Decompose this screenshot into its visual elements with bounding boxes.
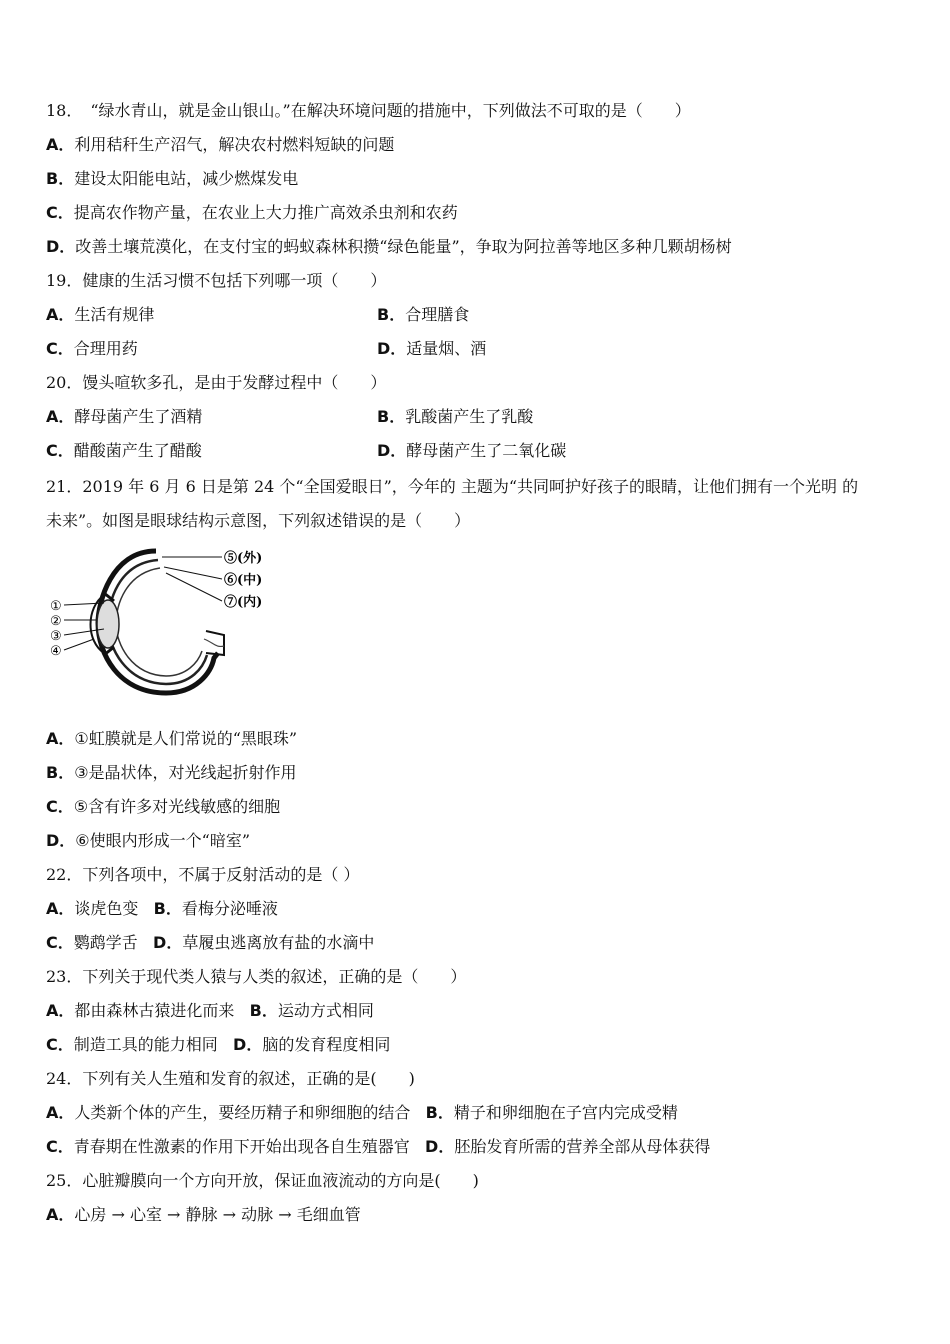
option-text: 乳酸菌产生了乳酸: [405, 407, 534, 426]
option-text: 胚胎发育所需的营养全部从母体获得: [454, 1137, 711, 1156]
q23-stem: 23．下列关于现代类人猿与人类的叙述，正确的是（ ）: [46, 967, 467, 986]
option-text: 改善土壤荒漠化，在支付宝的蚂蚁森林积攒“绿色能量”，争取为阿拉善等地区多种几颗胡杨树: [75, 237, 732, 256]
q23-options-ab: [46, 1000, 374, 1022]
option-letter: A．: [46, 407, 75, 426]
label-7-inner: ⑦(内): [224, 595, 263, 610]
q21-stem-line2: 未来”。如图是眼球结构示意图，下列叙述错误的是（ ）: [46, 511, 471, 530]
option-text: 醋酸菌产生了醋酸: [73, 441, 202, 460]
label-1: ①: [50, 599, 62, 614]
option-text: 生活有规律: [74, 305, 155, 324]
option-text: 适量烟、酒: [406, 339, 487, 358]
option-letter: C．: [46, 339, 74, 358]
q22-options-cd: [46, 932, 374, 954]
eyeball-diagram: [46, 543, 276, 703]
option-letter: D．: [233, 1035, 263, 1054]
option-letter: A．: [46, 1103, 75, 1122]
q18-option-c: [46, 202, 458, 224]
option-letter: C．: [46, 441, 74, 460]
option-letter: A．: [46, 135, 75, 154]
option-letter: A．: [46, 899, 75, 918]
label-2: ②: [50, 614, 62, 629]
q21-stem-line1: 21．2019 年 6 月 6 日是第 24 个“全国爱眼日”，今年的 主题为“共同呵护好孩子的眼睛，让他们拥有一个光明 的: [46, 477, 859, 496]
q19-stem: 19．健康的生活习惯不包括下列哪一项（ ）: [46, 271, 387, 290]
option-text: ①虹膜就是人们常说的“黑眼珠”: [74, 729, 298, 748]
label-3: ③: [50, 629, 62, 644]
option-text: 脑的发育程度相同: [262, 1035, 391, 1054]
option-letter: D．: [425, 1137, 455, 1156]
option-text: 草履虫逃离放有盐的水滴中: [182, 933, 375, 952]
q24-stem: 24．下列有关人生殖和发育的叙述，正确的是( ): [46, 1069, 415, 1088]
option-text: ⑤含有许多对光线敏感的细胞: [73, 797, 281, 816]
option-text: ⑥使眼内形成一个“暗室”: [75, 831, 251, 850]
q21-option-d: [46, 830, 250, 852]
q19-option-d: [377, 338, 486, 360]
q20-option-d: [377, 440, 566, 462]
option-letter: A．: [46, 1001, 75, 1020]
option-letter: B．: [249, 1001, 278, 1020]
option-letter: C．: [46, 203, 74, 222]
option-letter: A．: [46, 1205, 75, 1224]
option-letter: B．: [377, 305, 406, 324]
q22-options-ab: [46, 898, 278, 920]
option-letter: D．: [153, 933, 183, 952]
option-letter: A．: [46, 305, 75, 324]
option-text: 谈虎色变: [74, 899, 139, 918]
option-text: 合理膳食: [405, 305, 470, 324]
label-5-outer: ⑤(外): [224, 551, 263, 566]
option-letter: D．: [377, 339, 407, 358]
option-letter: C．: [46, 1035, 74, 1054]
option-letter: B．: [377, 407, 406, 426]
option-text: 提高农作物产量，在农业上大力推广高效杀虫剂和农药: [73, 203, 458, 222]
option-letter: D．: [46, 237, 76, 256]
q23-options-cd: [46, 1034, 390, 1056]
q20-option-a: [46, 406, 202, 428]
q22-stem: 22．下列各项中，不属于反射活动的是（ ）: [46, 865, 360, 884]
q18-option-d: [46, 236, 732, 258]
q21-option-a: [46, 728, 297, 750]
q19-option-a: [46, 304, 154, 326]
q18-option-a: [46, 134, 394, 156]
option-letter: D．: [46, 831, 76, 850]
option-text: 人类新个体的产生，要经历精子和卵细胞的结合: [74, 1103, 411, 1122]
option-letter: A．: [46, 729, 75, 748]
option-text: 制造工具的能力相同: [73, 1035, 218, 1054]
option-letter: B．: [46, 763, 75, 782]
q19-option-c: [46, 338, 138, 360]
option-text: 心房 → 心室 → 静脉 → 动脉 → 毛细血管: [74, 1205, 361, 1224]
q25-stem: 25．心脏瓣膜向一个方向开放，保证血液流动的方向是( ): [46, 1171, 479, 1190]
q21-option-c: [46, 796, 280, 818]
q21-option-b: [46, 762, 297, 784]
option-text: 运动方式相同: [277, 1001, 374, 1020]
option-text: 建设太阳能电站，减少燃煤发电: [74, 169, 299, 188]
q18-stem: 18． “绿水青山，就是金山银山。”在解决环境问题的措施中，下列做法不可取的是（ ）: [46, 101, 691, 120]
option-text: 都由森林古猿进化而来: [74, 1001, 235, 1020]
q25-option-a: [46, 1204, 361, 1226]
option-letter: B．: [425, 1103, 454, 1122]
option-text: 鹦鹉学舌: [73, 933, 138, 952]
option-text: 精子和卵细胞在子宫内完成受精: [453, 1103, 678, 1122]
q18-option-b: [46, 168, 298, 190]
option-text: 酵母菌产生了二氧化碳: [406, 441, 567, 460]
q20-option-c: [46, 440, 202, 462]
option-letter: B．: [153, 899, 182, 918]
label-6-middle: ⑥(中): [224, 573, 263, 588]
option-text: 合理用药: [73, 339, 138, 358]
option-letter: D．: [377, 441, 407, 460]
option-text: 利用秸秆生产沼气，解决农村燃料短缺的问题: [74, 135, 395, 154]
q19-option-b: [377, 304, 469, 326]
q20-option-b: [377, 406, 533, 428]
q20-stem: 20．馒头喧软多孔，是由于发酵过程中（ ）: [46, 373, 387, 392]
option-letter: C．: [46, 797, 74, 816]
option-letter: C．: [46, 933, 74, 952]
option-letter: B．: [46, 169, 75, 188]
option-text: 青春期在性激素的作用下开始出现各自生殖器官: [73, 1137, 410, 1156]
option-text: ③是晶状体，对光线起折射作用: [74, 763, 297, 782]
option-letter: C．: [46, 1137, 74, 1156]
q24-options-ab: [46, 1102, 678, 1124]
option-text: 酵母菌产生了酒精: [74, 407, 203, 426]
option-text: 看梅分泌唾液: [181, 899, 278, 918]
q24-options-cd: [46, 1136, 710, 1158]
label-4: ④: [50, 644, 62, 659]
